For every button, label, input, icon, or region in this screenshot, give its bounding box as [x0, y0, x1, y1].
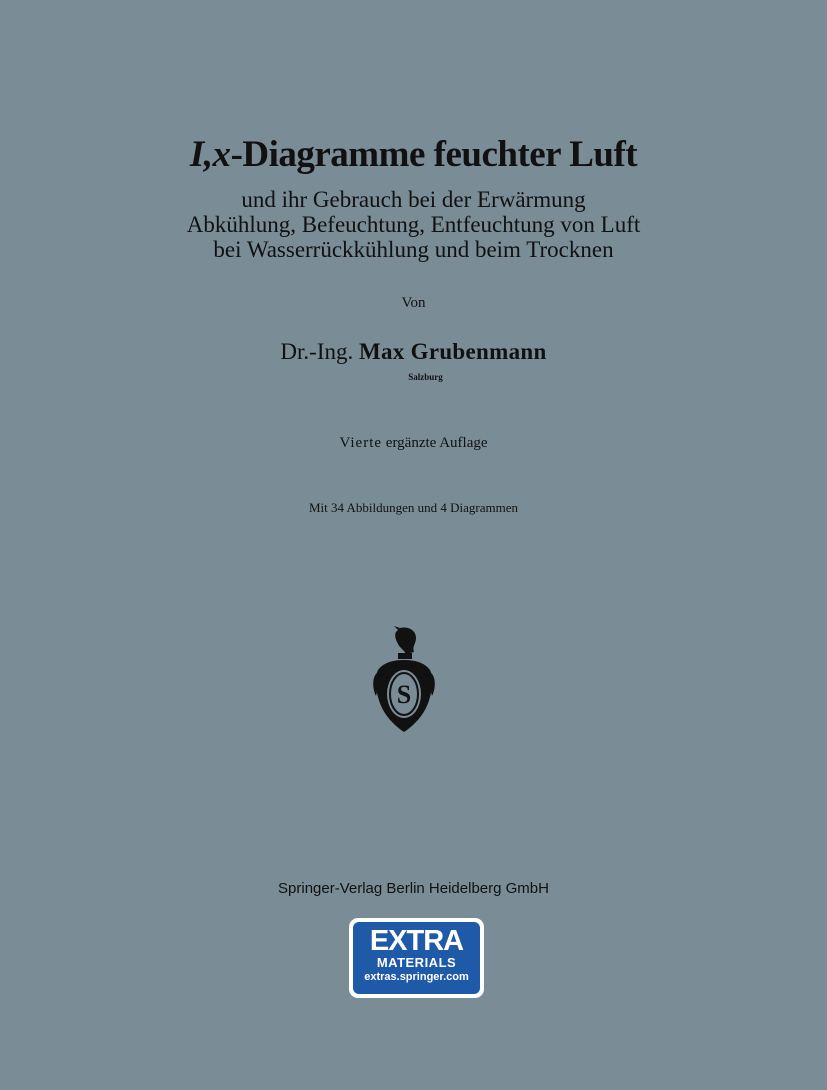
publisher-name: Springer-Verlag Berlin Heidelberg GmbH [278, 880, 549, 897]
subtitle-line-1: und ihr Gebrauch bei der Erwärmung [241, 187, 586, 212]
badge-line-3: extras.springer.com [364, 971, 469, 983]
edition-rest: ergänzte Auflage [385, 435, 488, 451]
subtitle-line-3: bei Wasserrückkühlung und beim Trocknen [213, 237, 614, 262]
badge-line-2: MATERIALS [376, 955, 457, 970]
emblem-letter: S [396, 680, 412, 709]
publisher-emblem-icon [370, 624, 438, 736]
figures-note: Mit 34 Abbildungen und 4 Diagrammen [308, 500, 519, 515]
subtitle-line-2: Abkühlung, Befeuchtung, Entfeuchtung von Luft [186, 212, 641, 237]
title-text: -Diagramme feuchter Luft [230, 134, 638, 175]
book-title [0, 133, 827, 176]
badge-inner [353, 922, 480, 994]
edition-line [0, 435, 827, 452]
author-line [0, 339, 827, 365]
author-city: Salzburg [408, 372, 443, 382]
title-symbol: I,x [189, 134, 231, 175]
author-name: Max Grubenmann [358, 339, 547, 364]
edition-word: Vierte [339, 435, 383, 451]
extra-materials-badge[interactable] [349, 918, 484, 998]
badge-line-1: EXTRA [369, 925, 464, 957]
by-label: Von [401, 295, 426, 311]
author-prefix: Dr.-Ing. [280, 339, 354, 364]
